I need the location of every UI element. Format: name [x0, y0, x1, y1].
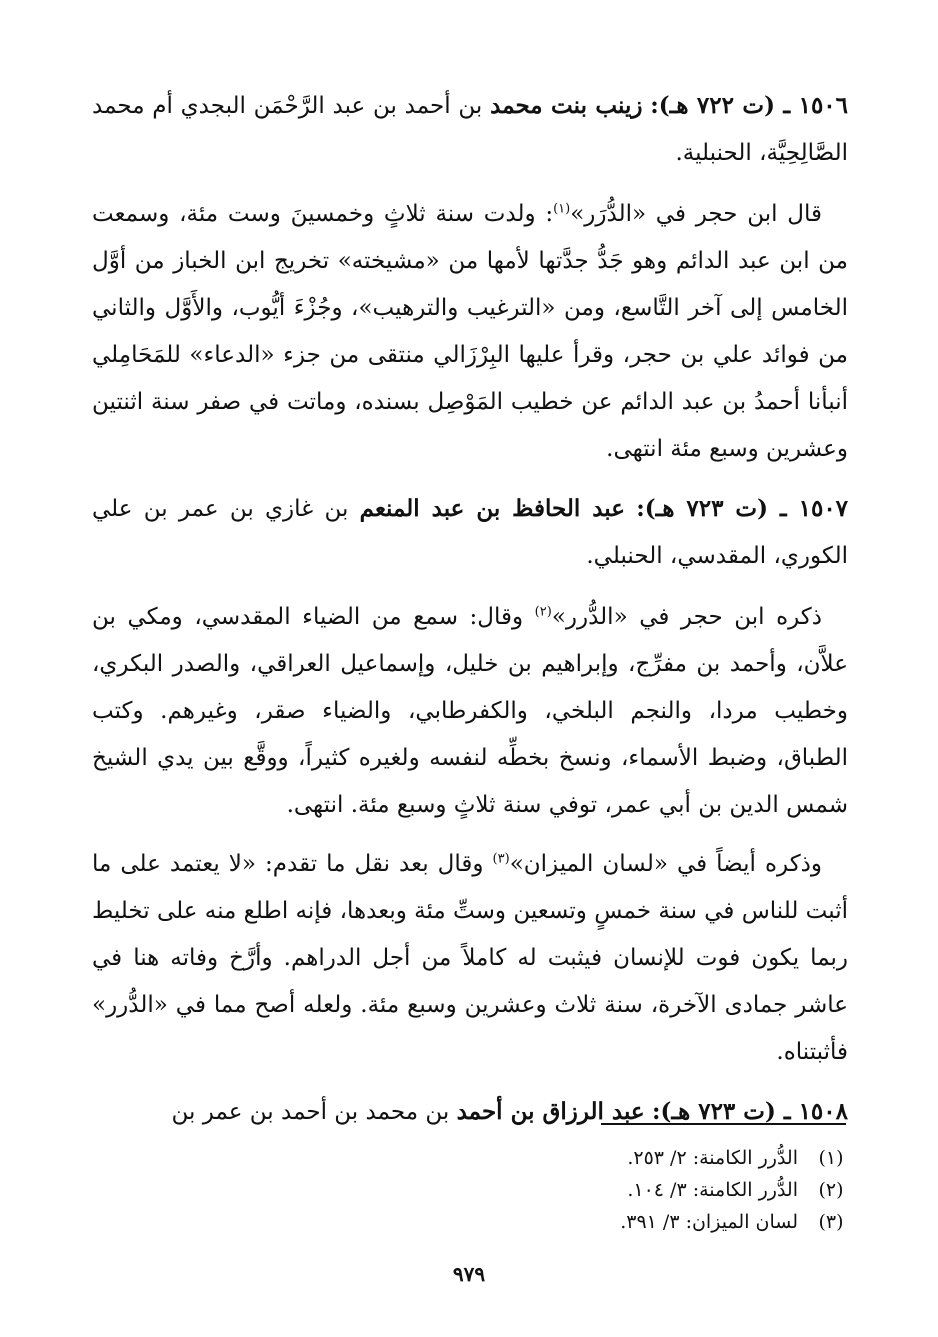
paragraph-text-start: قال ابن حجر في «الدُّرَر» — [570, 201, 822, 227]
entry-name: عبد الحافظ بن عبد المنعم — [359, 495, 625, 522]
entry-lineage: بن غازي بن عمر بن علي الكوري، المقدسي، الحنبلي. — [92, 496, 848, 569]
paragraph-text-start: ذكره ابن حجر في «الدُّرر» — [551, 604, 823, 630]
paragraph-text-start: وذكره أيضاً في «لسان الميزان» — [509, 851, 823, 877]
entry-paragraph — [92, 594, 848, 829]
footnote-text: الدُّرر الكامنة: ٣/ ١٠٤. — [627, 1179, 798, 1201]
paragraph-text-rest: وقال بعد نقل ما تقدم: «لا يعتمد على ما أثبت للناس في سنة خمسٍ وتسعين وستِّ مئة وبعدها، فإنه اطلع منه على تخليط ربما يكون فوت للإنسان فيثبت له كاملاً من أجل الدراهم. وأرَّخ وفاته هنا في عاشر جمادى الآخرة، سنة ثلاث وعشرين وسبع مئة. ولعله أصح مما في «الدُّرر» فأثبتناه. — [92, 851, 848, 1065]
footnote-number: (١) — [818, 1147, 844, 1169]
entry-paragraph — [92, 191, 848, 473]
page-number: ٩٧٩ — [452, 1262, 486, 1286]
page-body — [92, 82, 848, 1312]
paragraph-text-rest: : ولدت سنة ثلاثٍ وخمسينَ وست مئة، وسمعت من ابن عبد الدائم وهو جَدُّ جدَّتها لأمها من «مشيخته» تخريج ابن الخباز من أوَّل الخامس إلى آخر التَّاسع، ومن «الترغيب والترهيب»، وجُزْءَ أيُّوب، والأَوَّل والثاني من فوائد علي بن حجر، وقرأ عليها البِرْزَالي منتقى من جزء «الدعاء» للمَحَامِلي أنبأنا أحمدُ بن عبد الدائم عن خطيب المَوْصِل بسنده، وماتت في صفر سنة اثنتين وعشرين وسبع مئة انتهى. — [92, 201, 848, 462]
footnote-ref-3[interactable]: (٣) — [492, 851, 510, 867]
footnote-number: (٢) — [818, 1179, 844, 1201]
entry-name: زينب بنت محمد — [490, 92, 643, 119]
footnote-text: لسان الميزان: ٣/ ٣٩١. — [620, 1211, 798, 1233]
biography-entry-1507 — [92, 485, 848, 580]
paragraph-text-rest: وقال: سمع من الضياء المقدسي، ومكي بن علاَّن، وأحمد بن مفرِّج، وإبراهيم بن خليل، وإسماعيل العراقي، والصدر البكري، وخطيب مردا، والنجم البلخي، والكفرطابي، والضياء صقر، وغيرهم. وكتب الطباق، وضبط الأسماء، ونسخ بخطِّه لنفسه ولغيره كثيراً، ووقَّع بين يدي الشيخ شمس الدين بن أبي عمر، توفي سنة ثلاثٍ وسبع مئة. انتهى. — [92, 604, 848, 818]
footnote-text: الدُّرر الكامنة: ٢/ ٢٥٣. — [627, 1147, 798, 1169]
entry-number-date: ١٥٠٧ ـ (ت ٧٢٣ هـ): — [636, 495, 849, 522]
footnotes — [446, 1142, 846, 1238]
footnote-ref-1[interactable]: (١) — [553, 201, 571, 217]
entry-name: عبد الرزاق بن أحمد — [456, 1098, 645, 1125]
footnote-ref-2[interactable]: (٢) — [534, 604, 552, 620]
entry-number-date: ١٥٠٨ ـ (ت ٧٢٣ هـ): — [651, 1098, 848, 1125]
entry-number-date: ١٥٠٦ ـ (ت ٧٢٢ هـ): — [650, 92, 849, 119]
biography-entry-1508 — [92, 1088, 848, 1136]
footnote-item — [446, 1174, 846, 1206]
entry-paragraph — [92, 841, 848, 1076]
entry-lineage: بن محمد بن أحمد بن عمر بن — [171, 1099, 450, 1125]
footnote-separator — [601, 1123, 846, 1125]
footnote-item — [446, 1142, 846, 1174]
entry-lineage: بن أحمد بن عبد الرَّحْمَن البجدي أم محمد الصَّالِحِيَّة، الحنبلية. — [92, 93, 848, 166]
footnote-number: (٣) — [818, 1211, 844, 1233]
footnote-item — [446, 1206, 846, 1238]
biography-entry-1506 — [92, 82, 848, 177]
